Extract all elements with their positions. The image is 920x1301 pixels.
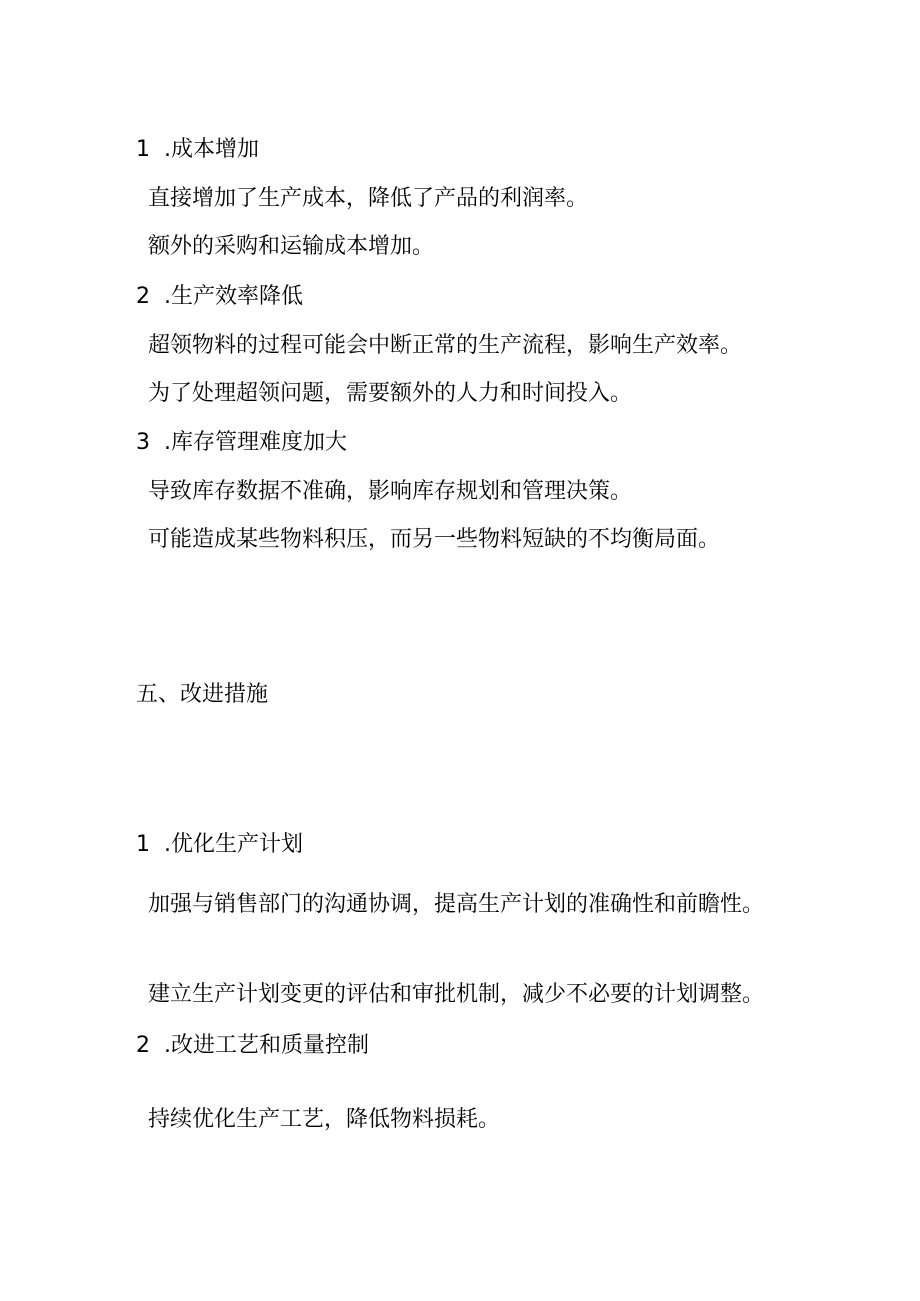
heading-optimize-production-plan: 1 .优化生产计划 [136,832,303,857]
paragraph: 额外的采购和运输成本增加。 [148,234,435,259]
paragraph: 直接增加了生产成本，降低了产品的利润率。 [148,186,589,211]
heading-cost-increase: 1 .成本增加 [136,137,259,162]
paragraph: 超领物料的过程可能会中断正常的生产流程，影响生产效率。 [148,333,743,358]
heading-efficiency-decrease: 2 .生产效率降低 [136,284,303,309]
heading-improve-process-quality: 2 .改进工艺和质量控制 [136,1033,369,1058]
paragraph: 可能造成某些物料积压，而另一些物料短缺的不均衡局面。 [148,527,721,552]
paragraph: 持续优化生产工艺，降低物料损耗。 [148,1107,501,1132]
paragraph: 为了处理超领问题，需要额外的人力和时间投入。 [148,381,633,406]
section-title-improvement-measures: 五、改进措施 [136,682,269,707]
paragraph: 建立生产计划变更的评估和审批机制，减少不必要的计划调整。 [148,982,765,1007]
paragraph: 导致库存数据不准确，影响库存规划和管理决策。 [148,479,633,504]
paragraph: 加强与销售部门的沟通协调，提高生产计划的准确性和前瞻性。 [148,892,765,917]
heading-inventory-difficulty: 3 .库存管理难度加大 [136,430,347,455]
